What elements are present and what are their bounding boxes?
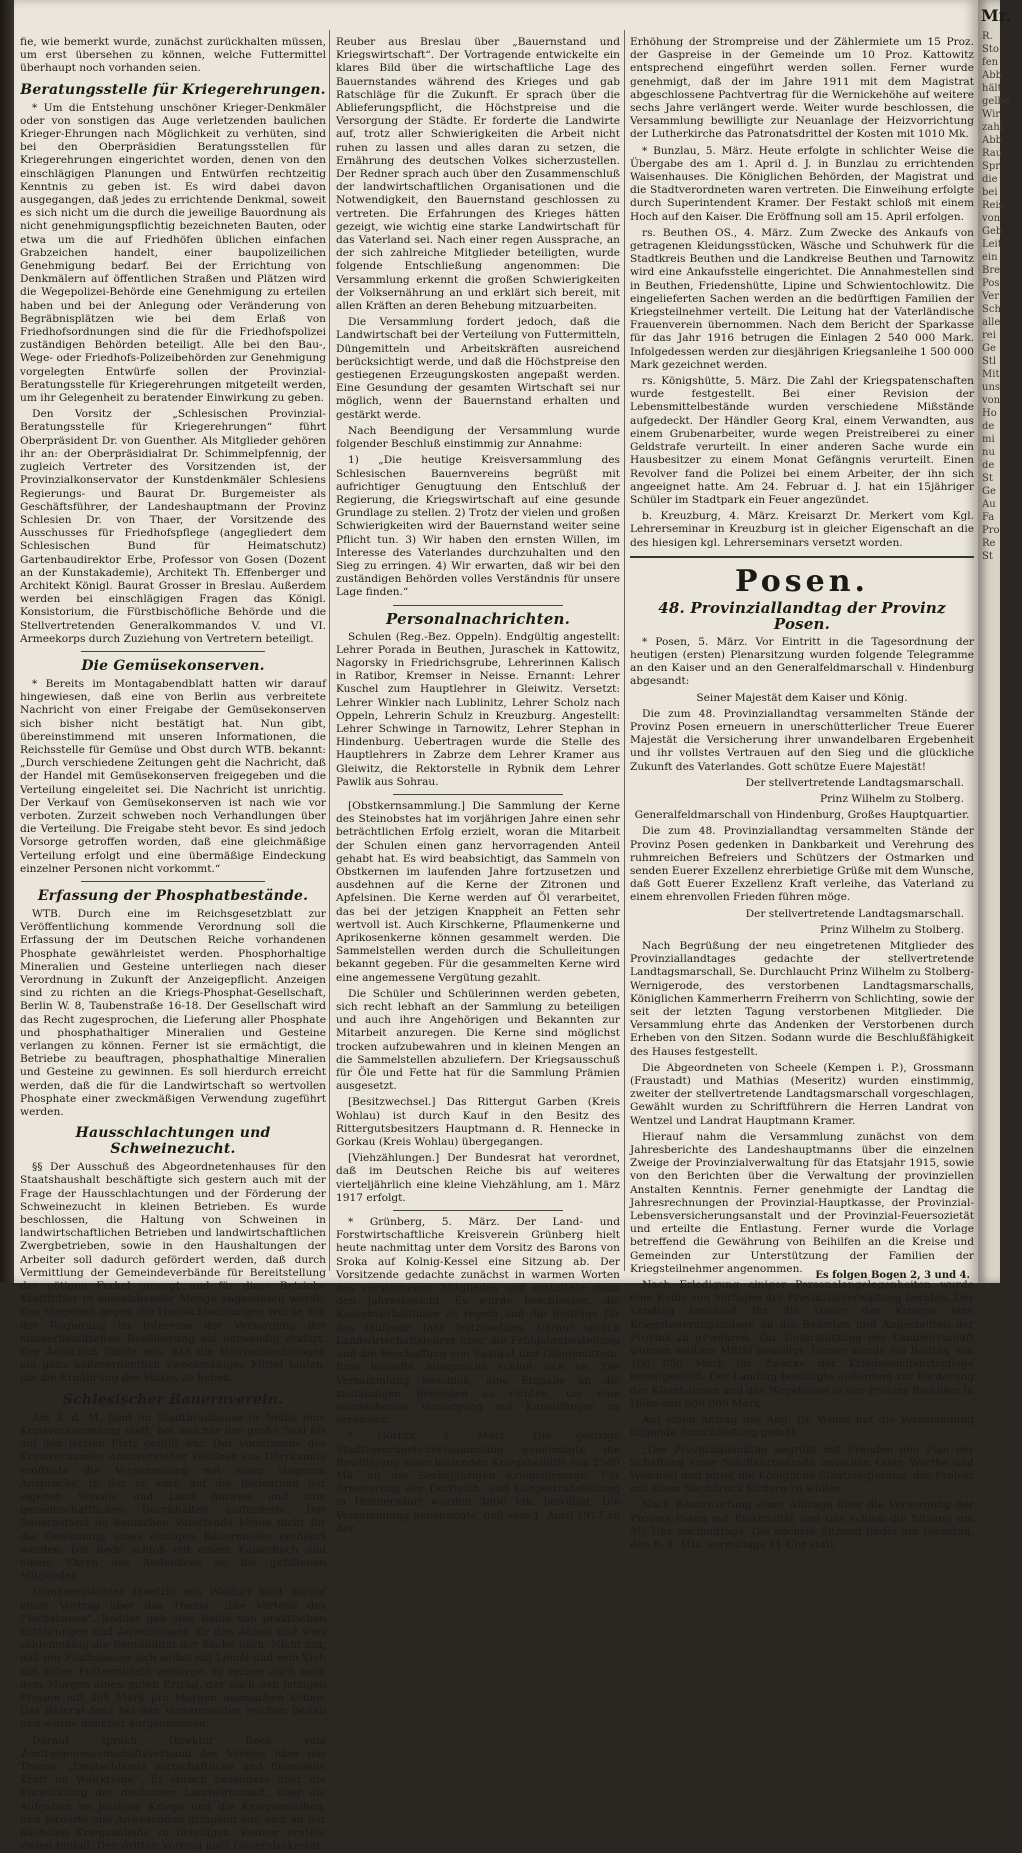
article-text: Nach Erledigung einiger Personalangelegenheiten wurde eine Reihe von Vorlagen der Provinzialverwaltung beraten. Der Landtag beschloß für die Dauer des Krieges eine Kriegsteuerungszulage an die Beamten und Angestellten der Provinz zu gewähren. Zur Unterstützung der Landwirtschaft wurden weitere Mittel bewilligt. Ferner wurde ein Beitrag von 100 000 Mark für Zwecke der Kriegswohlfahrtspflege bereitgestellt. Der Landtag bewilligte außerdem zur Förderung der Kleinbahnen und des Wegebaues in der Provinz Beihilfen in Höhe von 600 000 Mark. [630,1279,974,1410]
signature: Der stellvertretende Landtagsmarschall. [745,907,964,920]
column-1 [20,36,326,1853]
article-text: Hierauf nahm die Versammlung zunächst von dem Jahresberichte des Landeshauptmanns über die einzelnen Zweige der Provinzialverwaltung für das Etatsjahr 1915, sowie von den Berichten über die Verwaltung der provinziellen Anstalten Kenntnis. Ferner genehmigte der Landtag die Jahresrechnungen der Provinzial-Hauptkasse, der Provinzial-Lebensversicherungsanstalt und der Provinzial-Feuersozietät und erteilte die Entlastung. Ferner wurde die Vorlage betreffend die Gewährung von Beihilfen an die Kreise und Gemeinden zur Unterstützung der Familien der Kriegsteilnehmer angenommen. [630,1130,974,1275]
newspaper-page [14,0,978,1853]
article-text: Nach Begrüßung der neu eingetretenen Mitglieder des Provinziallandtages gedachte der stellvertretende Landtagsmarschall, Se. Durchlaucht Prinz Wilhelm zu Stolberg-Wernigerode, des verstorbenen Landtagsmarschalls, Königlichen Kammerherrn Freiherrn von Schlichting, sowie der seit der letzten Tagung verstorbenen Mitglieder. Die Versammlung ehrte das Andenken der Verstorbenen durch Erheben von den Sitzen. Sodann wurde die Beschlußfähigkeit des Hauses festgestellt. [630,939,974,1058]
region-heading: Posen. [735,563,869,599]
article-heading: Beratungsstelle für Kriegerehrungen. [20,81,326,98]
article-text: Domänenpächter Janetzki aus Waldorf hielt darauf einen Vortrag über das Thema: „Die Vorteile des Flachsbaues“. Redner gab eine Reihe von praktischen Erfahrungen und Anweisungen für den Anbau und wies zahlenmäßig die Rentabilität der Sache nach. Nicht nur, daß der Flachsbauer sich selbst mit Leinöl und sein Vieh mit guten Futtermitteln versorge, er erziele auch noch dem Morgen einen guten Ertrag, der nach den jetzigen Preisen mit 468 Mark pro Morgen ausmachen könne. Das Referat fand bei den Versammelten reichen Beifall und wurde dankbar aufgenommen. [20,1586,326,1731]
section-divider [393,1210,563,1211]
article-heading: 48. Provinziallandtag der Provinz Posen. [658,598,946,633]
article-text: Reuber aus Breslau über „Bauernstand und Kriegswirtschaft“. Der Vortragende entwickelte ein klares Bild über die wirtschaftliche Lage des Bauernstandes während des Krieges und gab Ratschläge für die Zukunft. Er sprach über die Ablieferungspflicht, die Höchstpreise und die Versorgung der Städte. Er forderte die Landwirte auf, trotz aller Schwierigkeiten die Arbeit nicht ruhen zu lassen und alles daran zu setzen, die Ernährung des deutschen Volkes sicherzustellen. Der Redner sprach auch über den Zusammenschluß der landwirtschaftlichen Organisationen und die Notwendigkeit, den Bauernstand geschlossen zu vertreten. Die Erfahrungen des Krieges hätten gezeigt, wie wichtig eine starke Landwirtschaft für das Vaterland sei. Nach einer regen Aussprache, an der sich zahlreiche Mitglieder beteiligten, wurde folgende Entschließung angenommen: Die Versammlung erkennt die großen Schwierigkeiten der Volksernährung an und erklärt sich bereit, mit allen Kräften an deren Behebung mitzuarbeiten. [336,36,620,313]
adjacent-page-edge [978,0,1012,1283]
signature: Der stellvertretende Landtagsmarschall. [745,776,964,789]
article-text: Nach Beendigung der Versammlung wurde folgender Beschluß einstimmig zur Annahme: [336,424,620,451]
article-text: * Grünberg, 5. März. Der Land- und Forstwirtschaftliche Kreisverein Grünberg hielt heute nachmittag unter dem Vorsitz des Barons von Sroka auf Kolnig-Kessel eine Sitzung ab. Der Vorsitzende gedachte zunächst in warmen Worten des verstorbenen Mitgliedes und erstattete dann den Jahresbericht. Es wurde beschlossen, die Kassenverhältnisse zu regeln und die Beiträge für das laufende Jahr festzusetzen. Darauf sprach Landwirtschaftslehrer über die Frühjahrsbestellung und die Beschaffung von Saatgut und Düngemitteln. Eine lebhafte Aussprache schloß sich an. Die Versammlung beschloß, eine Eingabe an die zuständigen Behörden zu richten, um eine ausreichende Versorgung mit Kunstdünger zu erreichen. [336,1216,620,1427]
signature: Prinz Wilhelm zu Stolberg. [819,923,964,936]
article-text: rs. Beuthen OS., 4. März. Zum Zwecke des Ankaufs von getragenen Kleidungsstücken, Wäsche und Schuhwerk für die Stadtkreis Beuthen und die Landkreise Beuthen und Tarnowitz wird eine Ankaufsstelle eingerichtet. Die Annahmestellen sind in Beuthen, Friedenshütte, Lipine und Schwientochlowitz. Die eingelieferten Sachen werden an die bedürftigen Familien der Kriegsteilnehmer verteilt. Die Leitung hat der Vaterländische Frauenverein übernommen. Nach dem Bericht der Sparkasse für das Jahr 1916 betrugen die Einlagen 2 540 000 Mark. Infolgedessen werden zur diesjährigen Kriegsanleihe 1 500 000 Mark gezeichnet werden. [630,226,975,371]
page-footer-note: Es folgen Bogen 2, 3 und 4. [815,1270,970,1281]
section-divider [81,881,265,882]
article-text: Die zum 48. Provinziallandtag versammelten Stände der Provinz Posen gedenken in Dankbarkeit und Verehrung des ruhmreichen Befreiers und Schützers der Ostmarken und senden Euerer Exzellenz ehrerbietige Grüße mit dem Wunsche, daß Gott Euerer Exzellenz Kraft verleihe, das Vaterland zu einem ehrenvollen Frieden führen möge. [630,825,974,904]
column-2 [336,36,620,1535]
article-heading: Die Gemüsekonserven. [81,657,265,674]
adjacent-page-masthead: Mr. [981,6,1012,25]
article-heading: Hausschlachtungen und Schweinezucht. [75,1125,271,1158]
article-text: fie, wie bemerkt wurde, zunächst zurückhalten müssen, um erst übersehen zu können, welche Futtermittel überhaupt noch vorhanden seien. [20,36,326,75]
article-text: Den Vorsitz der „Schlesischen Provinzial-Beratungsstelle für Kriegerehrungen“ führt Oberpräsident Dr. von Guenther. Als Mitglieder gehören ihr an: der Oberpräsidialrat Dr. Schimmelpfennig, der zugleich Vertreter des Vorsitzenden ist, der Provinzialkonservator der Kunstdenkmäler Schlesiens Regierungs- und Baurat Dr. Burgemeister als Geschäftsführer, der Landeshauptmann der Provinz Schlesien Dr. von Thaer, der Vorsitzende des Ausschusses für Friedhofspflege (angegliedert dem Schlesischen Bund für Heimatschutz) Gartenbaudirektor Erbe, Professor von Gosen (Dozent an der Kunstakademie), Architekt Th. Effenberger und Architekt Königl. Baurat Grosser in Breslau. Außerdem werden bei einschlägigen Fragen das Königl. Konsistorium, die Fürstbischöfliche Behörde und die Stellvertretenden Generalkommandos V. und VI. Armeekorps durch Zuziehung von Vertretern beteiligt. [20,408,326,645]
article-text: [Viehzählungen.] Der Bundesrat hat verordnet, daß im Deutschen Reiche bis auf weiteres vierteljährlich eine kleine Viehzählung, am 1. März 1917 erfolgt. [336,1152,620,1204]
article-text: * Bunzlau, 5. März. Heute erfolgte in schlichter Weise die Übergabe des am 1. April d. J. in Bunzlau zu errichtenden Waisenhauses. Die Königlichen Behörden, der Magistrat und die Stadtverordneten waren vertreten. Die Einweihung erfolgte durch Superintendent Kramer. Der Festakt schloß mit einem Hoch auf den Kaiser. Die Eröffnung soll am 15. April erfolgen. [630,144,974,223]
article-text: „Der Provinziallandtag begrüßt mit Freuden den Plan der Schaffung einer Schiffahrtsstraße zwischen Oder, Warthe und Weichsel und bittet die Königliche Staatsregierung, das Projekt mit allem Nachdruck fördern zu wollen.“ [630,1443,974,1496]
column-rule-2 [624,30,625,1271]
article-text: b. Kreuzburg, 4. März. Kreisarzt Dr. Merkert vom Kgl. Lehrerseminar in Kreuzburg ist in gleicher Eigenschaft an die des hiesigen kgl. Lehrerseminars versetzt worden. [630,510,974,549]
article-heading: Erfassung der Phosphatbestände. [37,887,309,904]
article-heading: Personalnachrichten. [386,609,570,628]
article-text: * Bereits im Montagabendblatt hatten wir darauf hingewiesen, daß eine von Berlin aus verbreitete Nachricht von einer Freigabe der Gemüsekonserven sich bisher nicht bestätigt hat. Nun gibt, übereinstimmend mit unseren Informationen, die Reichsstelle für Gemüse und Obst durch WTB. bekannt: „Durch verschiedene Zeitungen geht die Nachricht, daß der Handel mit Gemüsekonserven freigegeben und die Verteilung eingeleitet sei. Die Nachricht ist unrichtig. Der Verkauf von Gemüsekonserven ist nach wie vor verboten. Zurzeit schweben noch Verhandlungen über die Verteilung. Die Freigabe steht bevor. Es sind jedoch Vorsorge getroffen worden, daß eine gleichmäßige Verteilung erfolgt und eine übermäßige Eindeckung einzelner Personen nicht vorkommt.“ [20,677,326,875]
article-text: Die Abgeordneten von Scheele (Kempen i. P.), Grossmann (Fraustadt) und Mathias (Meseritz) wurden einstimmig, zweiter der stellvertretende Landtagsmarschall vorgeschlagen, Gewählt wurden zu Schriftführern die Herren Landrat von Wentzel und Landrat Hauptmann Kramer. [630,1061,974,1127]
article-text: Erhöhung der Strompreise und der Zählermiete um 15 Proz. der Gaspreise in der Gemeinde um 10 Proz. Kattowitz entsprechend eingeführt werden sollen. Ferner wurde genehmigt, daß der im Jahre 1911 mit dem Magistrat abgeschlossene Pachtvertrag für die Wernickehöhe auf weitere sechs Jahre verlängert werde. Weiter wurde beschlossen, die Versammlung bewilligte zur Neuanlage der Heizvorrichtung der Lutherkirche das Patronatsdrittel der Kosten mit 1010 Mk. [630,36,974,141]
article-text: 1) „Die heutige Kreisversammlung des Schlesischen Bauernvereins begrüßt mit aufrichtiger Genugtuung den Entschluß der Regierung, die Kriegswirtschaft auf eine gesunde Grundlage zu stellen. 2) Trotz der vielen und großen Schwierigkeiten wird der Bauernstand weiter seine Pflicht tun. 3) Wir haben den ernsten Willen, im Interesse des Vaterlandes durchzuhalten und den Sieg zu erringen. 4) Wir erwarten, daß wir bei den zuständigen Behörden volles Verständnis für unsere Lage finden.“ [336,454,620,599]
book-binding-edge [0,0,14,1283]
section-divider [393,794,563,795]
telegram-address: Seiner Majestät dem Kaiser und König. [696,691,908,704]
article-text: Nach Beantwortung einer Anfrage über die Versorgung der Provinz Posen mit Elektrizität und Gas schloß die Sitzung um 3½ Uhr nachmittags. Die nächste Sitzung findet am Dienstag, den 6. d. Mts. vormittags 11 Uhr statt. [630,1499,974,1551]
article-text: Auf einen Antrag des Abg. Dr. Wilms hat die Versammlung folgende Entschließung gefaßt: [630,1414,974,1440]
article-text: * Görlitz, 2. März. Die gestrige Stadtverordnetenversammlung genehmigte die Bewilligung einer laufenden Kriegsbeihilfe von 2500 Mk. an die Sechsjährigen Kriegsfürsorge. Für Erneuerung der Dorfteich- und Langestraßeleitung in Hennersdorf wurden 3800 Mk. bewilligt. Die Versammlung genehmigte, daß vom 1. April 1917 ab der [336,1430,620,1535]
article-text: [Obstkernsammlung.] Die Sammlung der Kerne des Steinobstes hat im vorjährigen Jahre einen sehr beträchtlichen Erfolg erzielt, woran die Mitarbeit der Schulen einen ganz hervorragenden Anteil gehabt hat. Es wird beabsichtigt, das Sammeln von Obstkernen im laufenden Jahre fortzusetzen und ausdehnen auf die Kerne der Zitronen und Apfelsinen. Die Kerne werden auf Öl verarbeitet, das bei der jetzigen Knappheit an Fetten sehr wertvoll ist. Auch Kirschkerne, Pflaumenkerne und Aprikosenkerne können gesammelt werden. Die Sammelstellen werden durch die Schulleitungen bekannt gegeben. Für die gesammelten Kerne wird eine angemessene Vergütung gezahlt. [336,799,620,984]
adjacent-page-text: R. Sto fen Abb hält gelbe Wir zahl Abb Rau Spr die bei Reis von Geb Leit ein Bre Pos Ver Sch alle rei Ge Stl Mit uns von Ho de mi nu de St Ge Au Fa Pro Re St [982,31,1010,562]
article-text: §§ Der Ausschuß des Abgeordnetenhauses für den Staatshaushalt beschäftigte sich gestern auch mit der Frage der Hausschlachtungen und der Förderung der Schweinezucht in kleinen Betrieben. Es wurde beschlossen, die Haltung von Schweinen in landwirtschaftlichen Betrieben und landwirtschaftlichen Zwergbetrieben, sowie in den Haushaltungen der Arbeiter soll dadurch gefördert werden, daß durch Vermittlung der Gemeindeverbände für Bereitstellung der nötigen Ferkel gesorgt und für diese Betriebe Kraftfutter in ausreichender Menge angewiesen werde. Das Vorgehen gegen die Hausschlachtungen wurde von der Regierung im Interesse der Versorgung der minderbemittelten Bevölkerung als notwendig erklärt. Der Ausschuß führte aus, daß die Hausschlachtungen ein ganz außerordentlich zweckmäßiges Mittel bilden, um die Ernährung des Volkes zu heben. [20,1161,326,1385]
telegram-address: Generalfeldmarschall von Hindenburg, Großes Hauptquartier. [634,809,970,822]
article-text: Die Versammlung fordert jedoch, daß die Landwirtschaft bei der Verteilung von Futtermitteln, Düngemitteln und Arbeitskräften ausreichend berücksichtigt werde, und daß die Höchstpreise den gestiegenen Erzeugungskosten angepaßt werden. Eine Gesundung der gesamten Wirtschaft sei nur möglich, wenn der Bauernstand erhalten und gestärkt werde. [336,316,620,421]
column-rule-1 [329,30,330,1271]
article-text: Schulen (Reg.-Bez. Oppeln). Endgültig angestellt: Lehrer Porada in Beuthen, Juraschek in Kattowitz, Nagorsky in Friedrichsgrube, Lehrerinnen Kalisch in Ratibor, Kremser in Neisse. Ernannt: Lehrer Kuschel zum Hauptlehrer in Gleiwitz. Versetzt: Lehrer Winkler nach Lublinitz, Lehrer Scholz nach Oppeln, Lehrerin Schulz in Kreuzburg. Angestellt: Lehrer Schwinge in Tarnowitz, Lehrer Stephan in Hindenburg. Uebertragen wurde die Stelle des Hauptlehrers in Zabrze dem Lehrer Kramer aus Gleiwitz, die Rektorstelle in Rybnik dem Lehrer Pawlik aus Sohrau. [336,630,620,788]
section-divider [630,556,974,558]
article-text: Darauf sprach Direktor Beck vom Zentralgenossenschaftsverband des Vereins über das Thema: „Deutschlands wirtschaftliche und finanzielle Kraft im Weltkriege“. Er sprach besonders über die Entwicklung der deutschen Landwirtschaft, über die Aufgaben im jetzigen Kriege und die Kriegsanleihen, und forderte alle Anwesenden dringend auf, sich an der nächsten Kriegsanleihe zu beteiligen. Redner erntete vielen Beifall. Den dritten Vortrag hielt Generalsekretär [20,1734,326,1853]
article-text: * Posen, 5. März. Vor Eintritt in die Tagesordnung der heutigen (ersten) Plenarsitzung wurden folgende Telegramme an den Kaiser und an den Generalfeldmarschall v. Hindenburg abgesandt: [630,635,974,688]
article-text: * Um die Entstehung unschöner Krieger-Denkmäler oder von sonstigen das Auge verletzenden baulichen Krieger-Ehrungen nach Möglichkeit zu verhüten, sind bei den Oberpräsidien Beratungsstellen für Kriegerehrungen eingerichtet worden, denen von den einschlägigen Planungen und Entwürfen rechtzeitig Kenntnis zu geben ist. Es wird dabei davon ausgegangen, daß jedes zu errichtende Denkmal, soweit es sich nicht um die durch die jeweilige Bauordnung als nicht genehmigungspflichtig bezeichneten Bauten, oder etwa um die auf Friedhöfen üblichen einfachen Grabzeichen handelt, einer baupolizeilichen Genehmigung bedarf. Bei der Errichtung von Denkmälern auf öffentlichen Straßen und Plätzen wird die Wegepolizei-Behörde eine Genehmigung zu erteilen haben und bei der Anlegung oder Veränderung von Begräbnisplätzen wie bei dem Erlaß von Friedhofsordnungen sind die für die Friedhofspolizei zuständigen Behörden beteiligt. Alle bei den Bau-, Wege- oder Friedhofs-Polizeibehörden zur Genehmigung vorgelegten Entwürfe sollen der Provinzial-Beratungsstelle für Kriegerehrungen mitgeteilt werden, um ihr Gelegenheit zu beratender Einwirkung zu geben. [20,101,326,405]
signature: Prinz Wilhelm zu Stolberg. [819,792,964,805]
article-text: Am 3. d. M. fand im Stadtbrauhause in Neiße eine Kreisversammlung statt, bei welcher der große Saal bis auf den letzten Platz gefüllt war. Der Vorsitzende des Kreisverbandes Amtsvorsteher Weißner aus Dürrkamitz eröffnete die Versammlung mit einer längeren Ansprache, in der er auch auf die Bedeutung der eigenen Scholle und Land hinwies und zum gemeinschaftlichen Durchhalten aufforderte. Der Bauernstand im deutschen Vaterlande könne nicht für die Gewinnung eines einzigen Bauernhofes entbehrt werden. Die Rede schloß mit einem Kaiserhoch und einem Ehren des Andenkens an die gefallenen Mitglieder. [20,1411,326,1583]
article-text: [Besitzwechsel.] Das Rittergut Garben (Kreis Wohlau) ist durch Kauf in den Besitz des Rittergutsbesitzers Hauptmann d. R. Hennecke in Gorkau (Kreis Wohlau) übergegangen. [336,1096,620,1149]
article-heading: Schlesischer Bauernverein. [62,1391,284,1408]
article-text: WTB. Durch eine im Reichsgesetzblatt zur Veröffentlichung kommende Verordnung soll die Erfassung der im Deutschen Reiche vorhandenen Phosphate gewährleistet werden. Phosphorhaltige Mineralien und Gesteine unterliegen nach dieser Verordnung in Zukunft der Anzeigepflicht. Anzeigen sind zu richten an die Kriegs-Phosphat-Gesellschaft, Berlin W. 8, Taubenstraße 16-18. Der Gesellschaft wird das Recht zugesprochen, die Lieferung aller Phosphate und phosphathaltiger Mineralien und Gesteine verlangen zu können. Ferner ist sie ermächtigt, die Betriebe zu beauftragen, phosphathaltige Mineralien und Gesteine zu gewinnen. Es soll hierdurch erreicht werden, daß die für die Landwirtschaft so wertvollen Phosphate einer zweckmäßigen Verwendung zugeführt werden. [20,907,326,1119]
section-divider [393,605,563,606]
article-text: Die Schüler und Schülerinnen werden gebeten, sich recht lebhaft an der Sammlung zu beteiligen und auch ihre Angehörigen und Bekannten zur Mitarbeit anzuregen. Die Kerne sind möglichst trocken aufzubewahren und in kleinen Mengen an die Sammelstellen abzuliefern. Der Kriegsausschuß für Öle und Fette hat für die Sammlung Prämien ausgesetzt. [336,987,620,1093]
section-divider [81,651,265,652]
article-text: rs. Königshütte, 5. März. Die Zahl der Kriegspatenschaften wurde festgestellt. Bei einer Revision der Lebensmittelbestände wurden verschiedene Mißstände aufgedeckt. Der Händler Georg Kral, einem Verwandten, aus einem Grubenarbeiter, wurde wegen Preistreiberei zu einer Geldstrafe verurteilt. In einer anderen Sache wurde ein Hausbesitzer zu einem Monat Gefängnis verurteilt. Einen Revolver fand die Polizei bei einem Arbeiter, der ihn sich angeeignet hatte. Am 24. Februar d. J. hat ein 15jähriger Schüler im Stadtpark ein Feuer angezündet. [630,375,974,506]
article-text: Die zum 48. Provinziallandtag versammelten Stände der Provinz Posen erneuern in unerschütterlicher Treue Euerer Majestät die Versicherung ihrer unwandelbaren Ergebenheit und ihr vollstes Vertrauen auf den Sieg und die glückliche Zukunft des Vaterlandes. Gott schütze Euere Majestät! [630,707,974,773]
